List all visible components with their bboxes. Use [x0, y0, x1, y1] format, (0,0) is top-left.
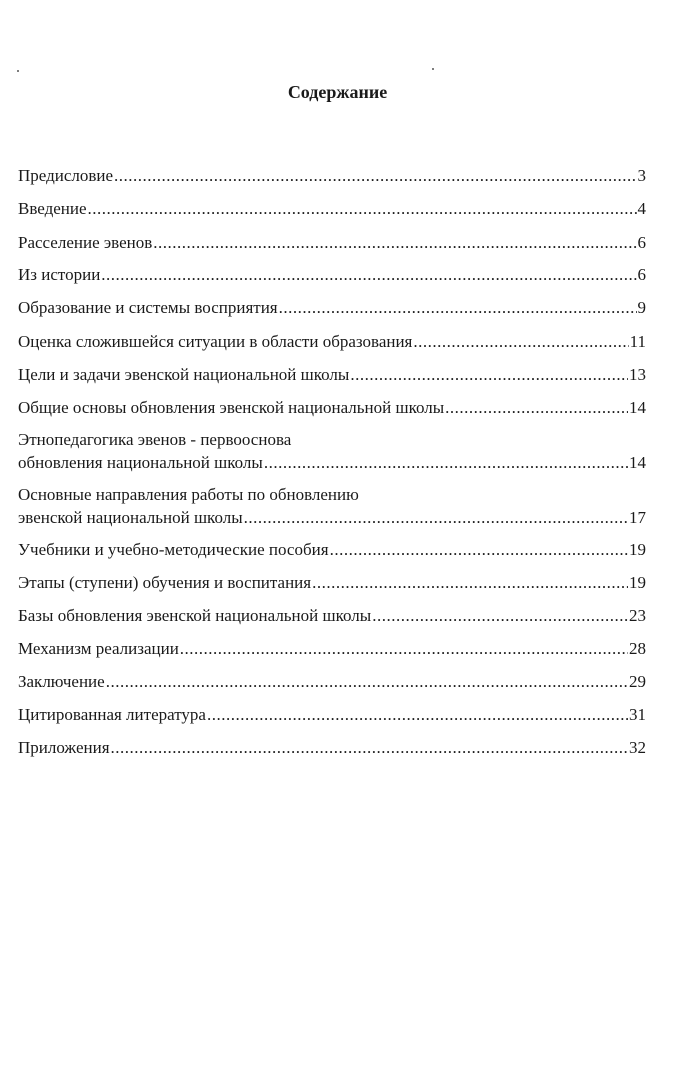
dot-leader [330, 538, 628, 561]
scan-speck [432, 68, 434, 70]
dot-leader [106, 670, 628, 693]
toc-entry-page: 9 [637, 298, 646, 317]
toc-entry[interactable] [18, 637, 646, 660]
toc-entry-label: Из истории [18, 265, 101, 284]
toc-entry-label-line1: Основные направления работы по обновлению [18, 485, 359, 504]
toc-entry-page: 19 [629, 540, 646, 559]
toc-entry-label: Предисловие [18, 166, 114, 185]
toc-entry[interactable] [18, 604, 646, 627]
toc-entry[interactable] [18, 483, 646, 529]
toc-entry-label: эвенской национальной школы [18, 508, 243, 527]
toc-entry-page: 17 [629, 508, 646, 527]
toc-entry-label: Приложения [18, 738, 110, 757]
dot-leader [153, 231, 636, 254]
dot-leader [111, 736, 628, 759]
toc-entry-label: Цитированная литература [18, 705, 206, 724]
dot-leader [207, 703, 628, 726]
toc-entry[interactable] [18, 396, 646, 419]
dot-leader [180, 637, 628, 660]
toc-entry[interactable] [18, 231, 646, 254]
toc-entry-label: Базы обновления эвенской национальной школы [18, 606, 372, 625]
toc-entry[interactable] [18, 670, 646, 693]
dot-leader [445, 396, 628, 419]
dot-leader [372, 604, 628, 627]
toc-entry-label: Оценка сложившейся ситуации в области образования [18, 332, 413, 351]
toc-entry-page: 19 [629, 573, 646, 592]
toc-entry[interactable] [18, 571, 646, 594]
dot-leader [88, 197, 637, 220]
toc-entry-page: 11 [629, 332, 646, 351]
toc-entry[interactable] [18, 703, 646, 726]
toc-entry-page: 14 [629, 453, 646, 472]
toc-entry[interactable] [18, 428, 646, 474]
dot-leader [101, 263, 636, 286]
toc-entry[interactable] [18, 330, 646, 353]
toc-entry[interactable] [18, 363, 646, 386]
toc-entry-page: 6 [637, 265, 646, 284]
toc-entry-page: 29 [629, 672, 646, 691]
toc-entry[interactable] [18, 164, 646, 187]
toc-entry-page: 4 [637, 199, 646, 218]
dot-leader [244, 506, 628, 529]
dot-leader [114, 164, 636, 187]
dot-leader [279, 296, 637, 319]
toc-entry-page: 32 [629, 738, 646, 757]
toc-entry-label: Расселение эвенов [18, 233, 153, 252]
toc-entry-page: 23 [629, 606, 646, 625]
toc-entry-label: обновления национальной школы [18, 453, 263, 472]
toc-entry-page: 13 [629, 365, 646, 384]
toc-entry[interactable] [18, 736, 646, 759]
toc-entry[interactable] [18, 197, 646, 220]
page-title: Содержание [287, 82, 388, 102]
dot-leader [312, 571, 628, 594]
toc-entry-page: 28 [629, 639, 646, 658]
toc-entry-label: Образование и системы восприятия [18, 298, 278, 317]
dot-leader [264, 451, 628, 474]
toc-entry[interactable] [18, 263, 646, 286]
dot-leader [413, 330, 628, 353]
scan-speck [17, 70, 19, 72]
toc-entry[interactable] [18, 538, 646, 561]
toc-entry-page: 6 [637, 233, 646, 252]
toc-entry-page: 31 [629, 705, 646, 724]
toc-entry[interactable] [18, 296, 646, 319]
toc-entry-label: Заключение [18, 672, 105, 691]
dot-leader [350, 363, 628, 386]
toc-entry-label: Цели и задачи эвенской национальной школы [18, 365, 350, 384]
toc-entry-page: 3 [637, 166, 646, 185]
toc-entry-page: 14 [629, 398, 646, 417]
toc-entry-label: Введение [18, 199, 87, 218]
toc-entry-label: Общие основы обновления эвенской национальной школы [18, 398, 445, 417]
toc-entry-label: Механизм реализации [18, 639, 179, 658]
toc-entry-label-line1: Этнопедагогика эвенов - первооснова [18, 430, 292, 449]
toc-entry-label: Учебники и учебно-методические пособия [18, 540, 329, 559]
toc-entry-label: Этапы (ступени) обучения и воспитания [18, 573, 312, 592]
